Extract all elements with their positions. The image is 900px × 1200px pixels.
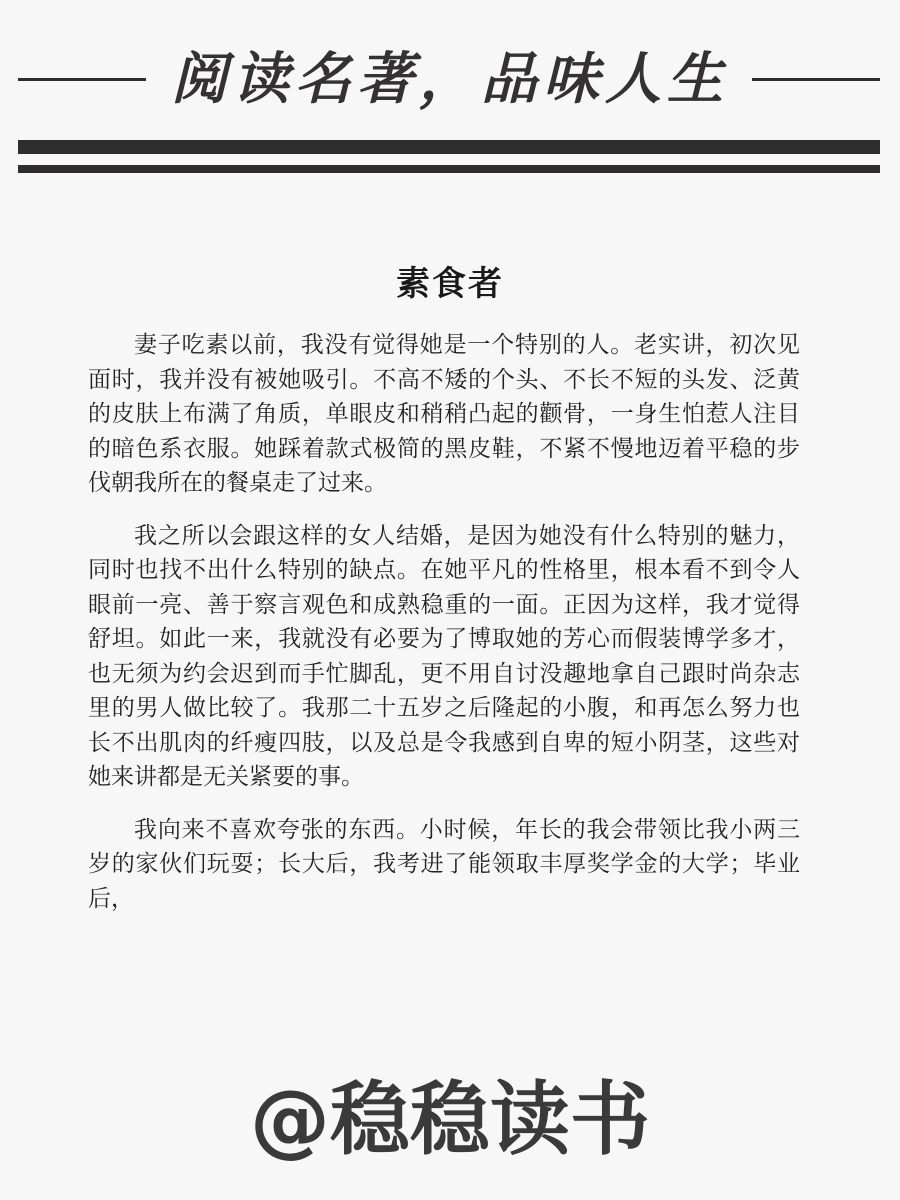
header-band-thick xyxy=(18,140,880,154)
page-header xyxy=(0,40,900,120)
header-band-thin xyxy=(18,165,880,173)
header-divider-left xyxy=(18,78,146,81)
paragraph: 妻子吃素以前，我没有觉得她是一个特别的人。老实讲，初次见面时，我并没有被她吸引。不高不矮的个头、不长不短的头发、泛黄的皮肤上布满了角质，单眼皮和稍稍凸起的颧骨，一身生怕惹人注目的暗色系衣服。她踩着款式极简的黑皮鞋，不紧不慢地迈着平稳的步伐朝我所在的餐桌走了过来。 xyxy=(88,332,800,496)
article-title: 素食者 xyxy=(396,264,504,304)
header-divider-right xyxy=(752,78,880,81)
watermark-handle: @稳稳读书 xyxy=(250,1073,650,1166)
article-body xyxy=(88,328,800,934)
header-title: 阅读名著，品味人生 xyxy=(171,47,729,112)
paragraph: 我向来不喜欢夸张的东西。小时候，年长的我会带领比我小两三岁的家伙们玩耍；长大后，我考进了能领取丰厚奖学金的大学；毕业后， xyxy=(88,816,800,912)
paragraph: 我之所以会跟这样的女人结婚，是因为她没有什么特别的魅力，同时也找不出什么特别的缺点。在她平凡的性格里，根本看不到令人眼前一亮、善于察言观色和成熟稳重的一面。正因为这样，我才觉得舒坦。如此一来，我就没有必要为了博取她的芳心而假装博学多才，也无须为约会迟到而手忙脚乱，更不用自讨没趣地拿自己跟时尚杂志里的男人做比较了。我那二十五岁之后隆起的小腹，和再怎么努力也长不出肌肉的纤瘦四肢，以及总是令我感到自卑的短小阴茎，这些对她来讲都是无关紧要的事。 xyxy=(88,522,800,790)
